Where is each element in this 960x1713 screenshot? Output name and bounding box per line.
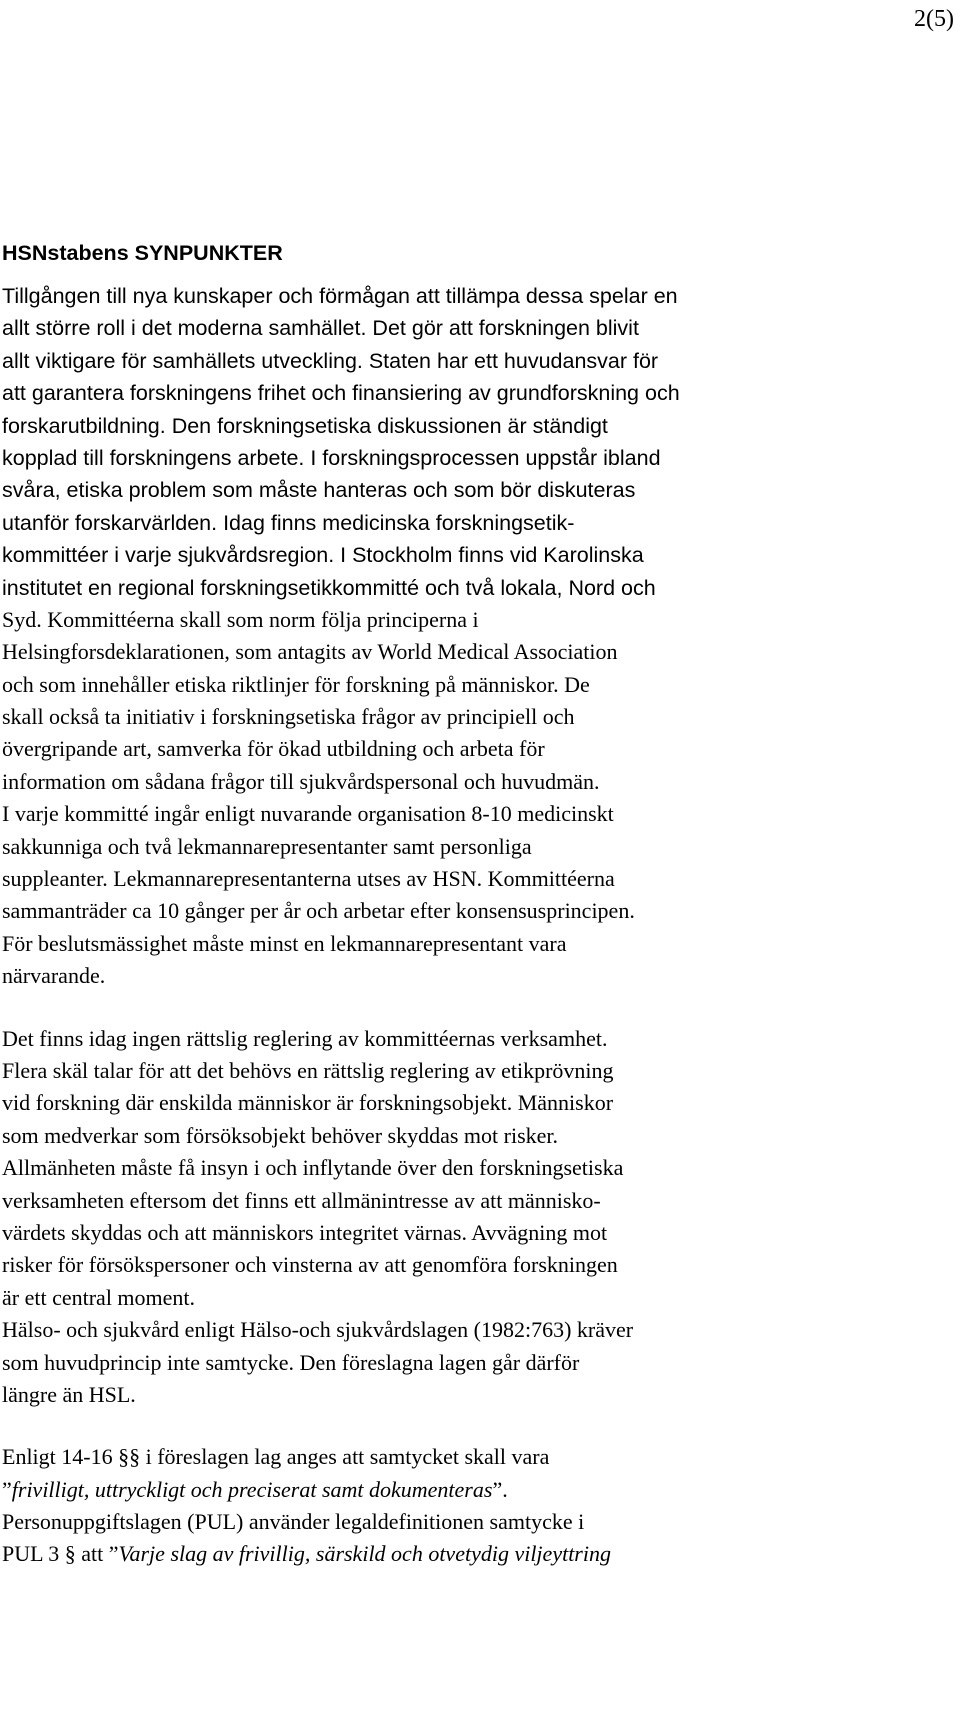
text-line: allt viktigare för samhällets utveckling. Staten har ett huvudansvar för — [2, 348, 659, 373]
text-line: sammanträder ca 10 gånger per år och arbetar efter konsensusprincipen. — [2, 898, 635, 924]
text-line: skall också ta initiativ i forskningsetiska frågor av principiell och — [2, 704, 575, 730]
text-line: forskarutbildning. Den forskningsetiska diskussionen är ständigt — [2, 413, 608, 438]
text-line: som huvudprincip inte samtycke. Den föreslagna lagen går därför — [2, 1349, 580, 1375]
italic-quote: frivilligt, uttryckligt och preciserat samt dokumenteras — [11, 1476, 493, 1502]
text-line: längre än HSL. — [2, 1381, 136, 1407]
document-body — [2, 238, 952, 1571]
text-line: kommittéer i varje sjukvårdsregion. I Stockholm finns vid Karolinska — [2, 543, 644, 568]
text-line: Helsingforsdeklarationen, som antagits av World Medical Association — [2, 639, 618, 665]
text-line: och som innehåller etiska riktlinjer för forskning på människor. De — [2, 671, 590, 697]
text-line: allt större roll i det moderna samhället. Det gör att forskningen blivit — [2, 316, 639, 341]
page-number: 2(5) — [914, 6, 954, 32]
text-line: risker för försökspersoner och vinsterna av att genomföra forskningen — [2, 1252, 618, 1278]
text-line: I varje kommitté ingår enligt nuvarande organisation 8-10 medicinskt — [2, 801, 614, 827]
text-line: Syd. Kommittéerna skall som norm följa principerna i — [2, 606, 479, 632]
quote-close: ”. — [492, 1476, 508, 1502]
text-line: värdets skyddas och att människors integritet värnas. Avvägning mot — [2, 1219, 608, 1245]
paragraph-gap — [2, 993, 952, 1023]
text-line — [2, 1474, 952, 1506]
text-line: Flera skäl talar för att det behövs en rättslig reglering av etikprövning — [2, 1057, 614, 1083]
text-line: För beslutsmässighet måste minst en lekmannarepresentant vara — [2, 930, 567, 956]
paragraph-4 — [2, 1441, 952, 1571]
text-line: Personuppgiftslagen (PUL) använder legaldefinitionen samtycke i — [2, 1509, 585, 1535]
text-line: information om sådana frågor till sjukvårdspersonal och huvudmän. — [2, 768, 600, 794]
text-line: Allmänheten måste få insyn i och inflytande över den forskningsetiska — [2, 1155, 624, 1181]
text-line: Tillgången till nya kunskaper och förmågan att tillämpa dessa spelar en — [2, 284, 678, 308]
text-line: Det finns idag ingen rättslig reglering av kommittéernas verksamhet. — [2, 1025, 608, 1051]
text-line: är ett central moment. — [2, 1284, 196, 1310]
text-line: sakkunniga och två lekmannarepresentanter samt personliga — [2, 833, 532, 859]
paragraph-1 — [2, 280, 952, 604]
paragraph-2 — [2, 604, 952, 993]
text-line: Hälso- och sjukvård enligt Hälso-och sjukvårdslagen (1982:763) kräver — [2, 1317, 634, 1343]
text-line — [2, 1538, 952, 1570]
paragraph-gap — [2, 1411, 952, 1441]
section-heading: HSNstabens SYNPUNKTER — [2, 241, 283, 265]
text-line: som medverkar som försöksobjekt behöver skyddas mot risker. — [2, 1122, 559, 1148]
text-line: svåra, etiska problem som måste hanteras och som bör diskuteras — [2, 478, 636, 503]
text-line: övergripande art, samverka för ökad utbildning och arbeta för — [2, 736, 545, 762]
text-line: suppleanter. Lekmannarepresentanterna utses av HSN. Kommittéerna — [2, 866, 615, 892]
paragraph-3 — [2, 1023, 952, 1412]
text-line: institutet en regional forskningsetikkommitté och två lokala, Nord och — [2, 575, 656, 600]
text-line: verksamheten eftersom det finns ett allmänintresse av att människo- — [2, 1187, 601, 1213]
text-line: Enligt 14-16 §§ i föreslagen lag anges att samtycket skall vara — [2, 1444, 550, 1470]
line-prefix: PUL 3 § att ” — [2, 1541, 119, 1567]
text-line: utanför forskarvärlden. Idag finns medicinska forskningsetik- — [2, 510, 575, 535]
italic-quote: Varje slag av frivillig, särskild och otvetydig viljeyttring — [118, 1541, 611, 1567]
text-line: vid forskning där enskilda människor är forskningsobjekt. Människor — [2, 1090, 614, 1116]
text-line: kopplad till forskningens arbete. I forskningsprocessen uppstår ibland — [2, 445, 661, 470]
text-line: att garantera forskningens frihet och finansiering av grundforskning och — [2, 381, 680, 406]
text-line: närvarande. — [2, 963, 106, 989]
quote-open: ” — [2, 1476, 12, 1502]
